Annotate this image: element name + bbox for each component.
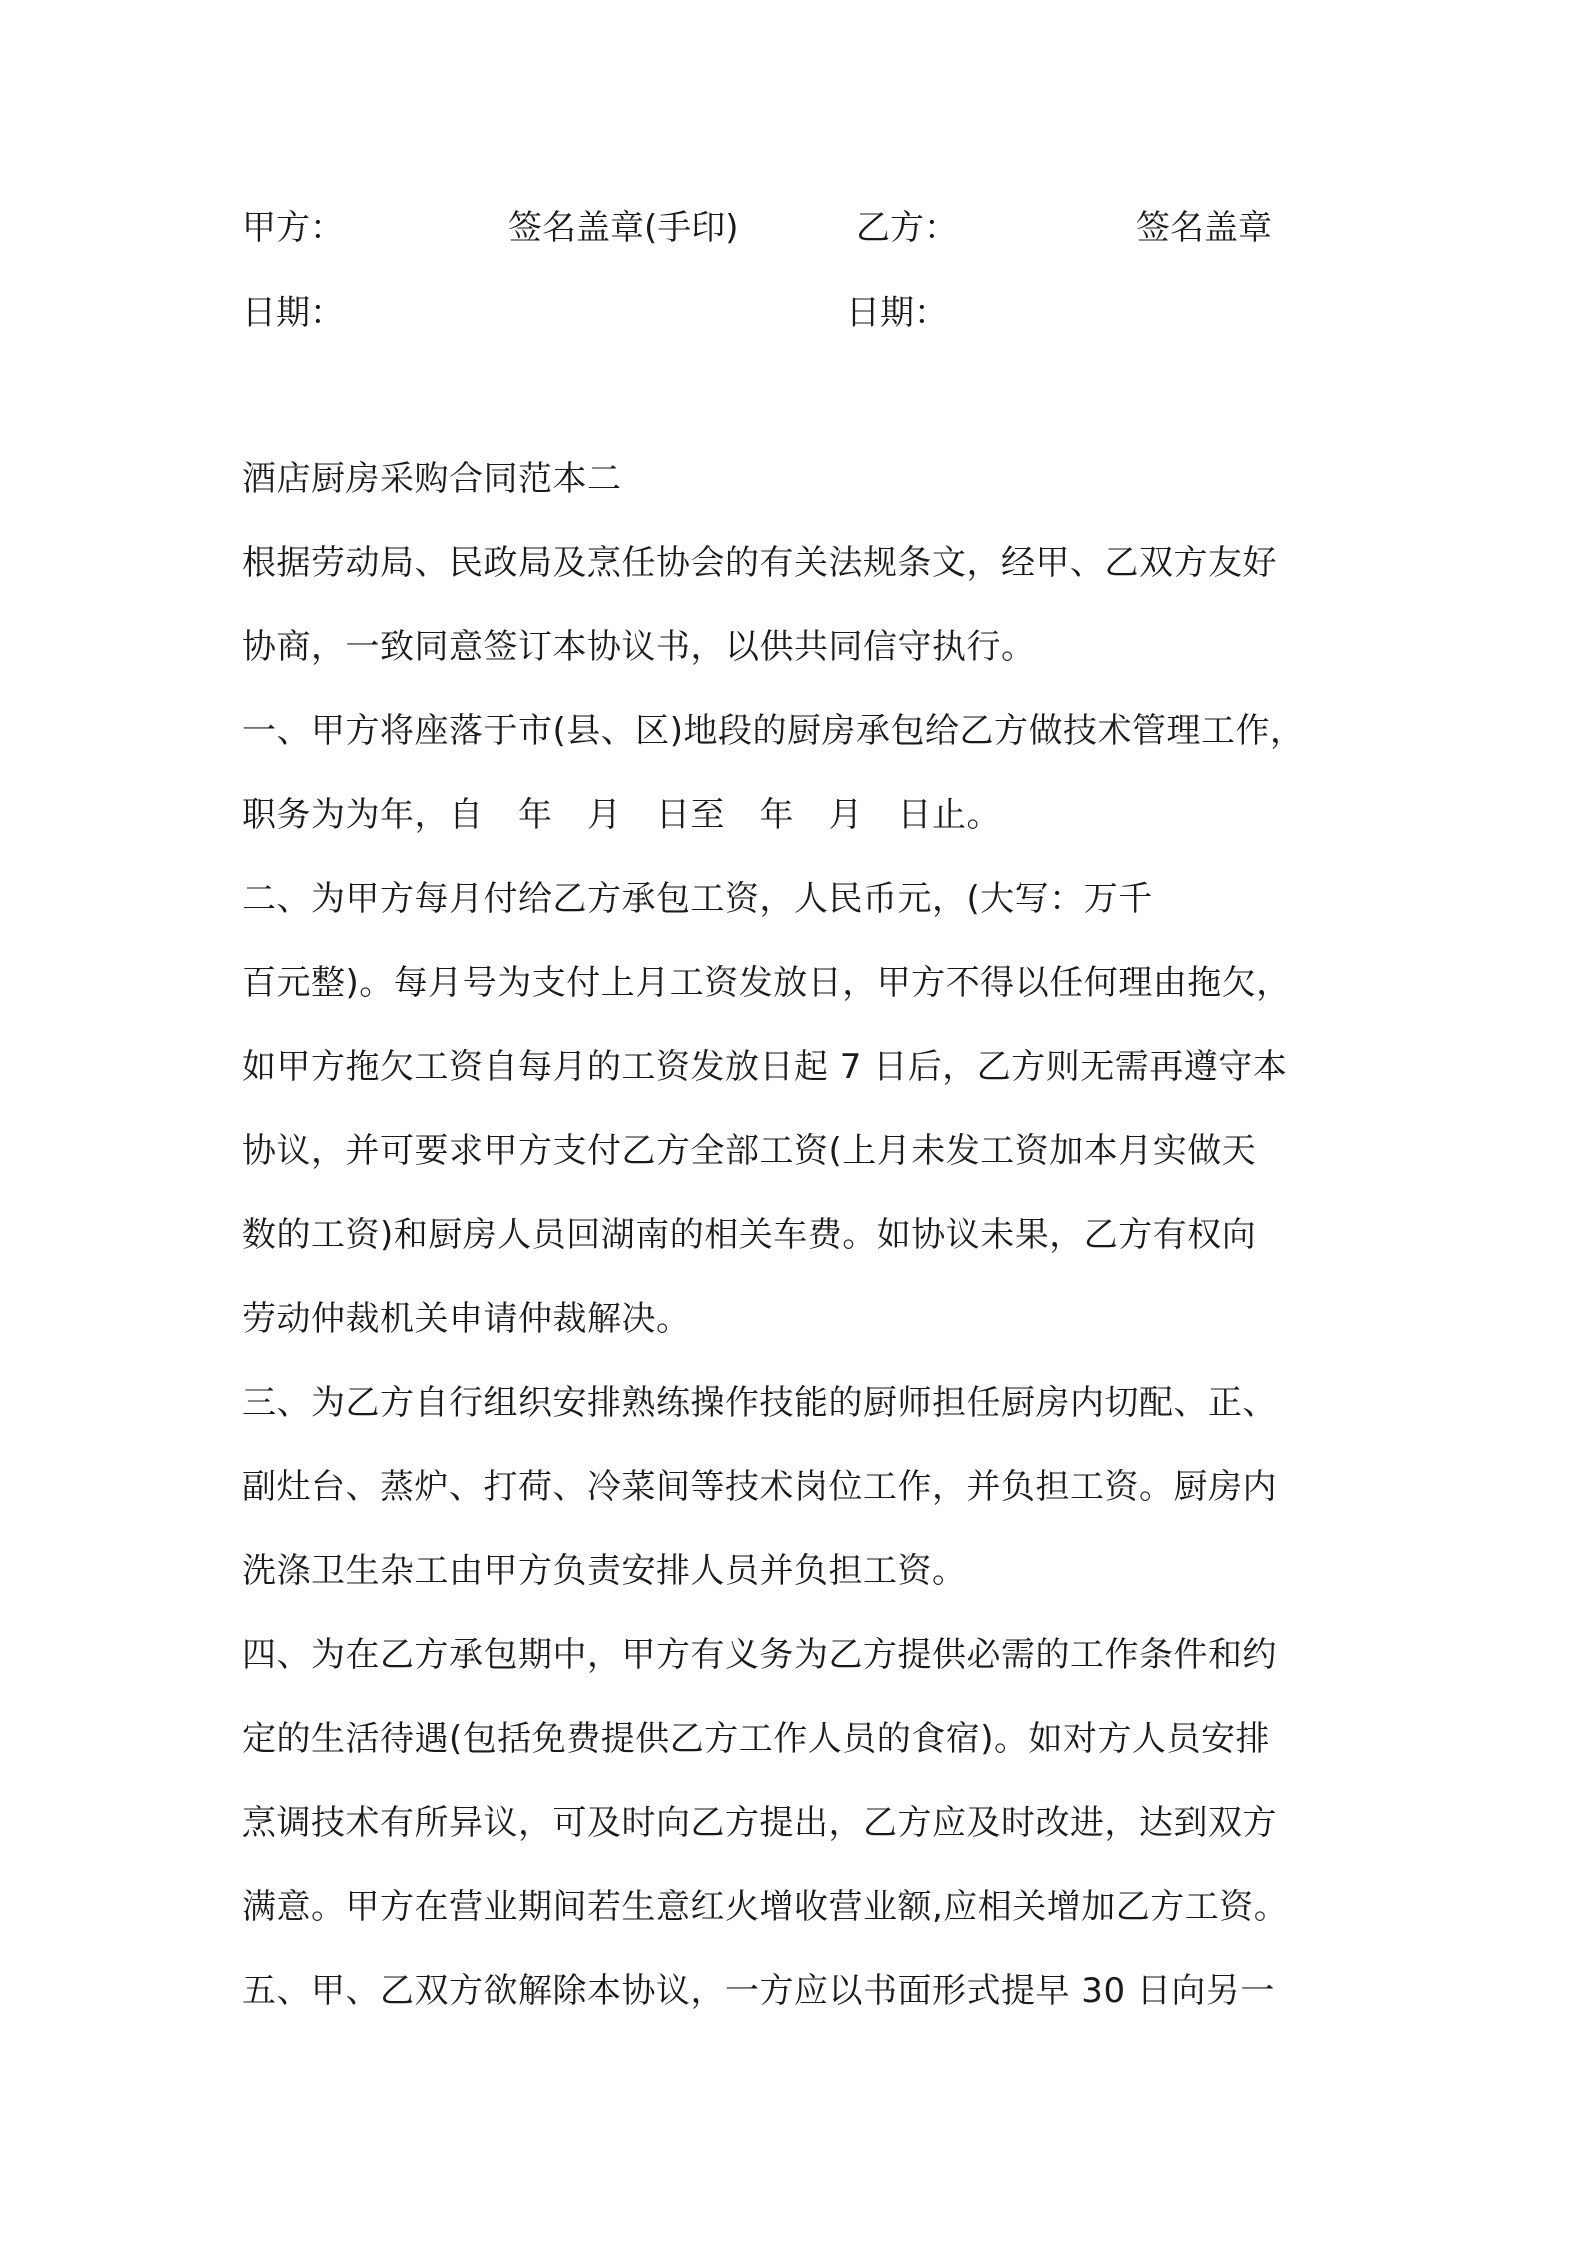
- contract-line: 如甲方拖欠工资自每月的工资发放日起 7 日后，乙方则无需再遵守本: [242, 1047, 1288, 1087]
- contract-line: 百元整)。每月号为支付上月工资发放日，甲方不得以任何理由拖欠，: [242, 963, 1291, 1003]
- date-a-label: 日期：: [242, 293, 344, 333]
- contract-line: 协议，并可要求甲方支付乙方全部工资(上月未发工资加本月实做天: [242, 1131, 1257, 1171]
- contract-line: 满意。甲方在营业期间若生意红火增收营业额,应相关增加乙方工资。: [242, 1887, 1289, 1927]
- contract-line: 数的工资)和厨房人员回湖南的相关车费。如协议未果，乙方有权向: [242, 1215, 1257, 1255]
- contract-line: 烹调技术有所异议，可及时向乙方提出，乙方应及时改进，达到双方: [242, 1803, 1277, 1843]
- contract-title: 酒店厨房采购合同范本二: [242, 459, 622, 499]
- contract-line: 协商，一致同意签订本协议书，以供共同信守执行。: [242, 627, 1036, 667]
- contract-line: 二、为甲方每月付给乙方承包工资，人民币元，(大写：万千: [242, 879, 1153, 919]
- party-a-sign-label: 签名盖章(手印): [508, 208, 739, 248]
- contract-line: 定的生活待遇(包括免费提供乙方工作人员的食宿)。如对方人员安排: [242, 1719, 1271, 1759]
- contract-line: 职务为为年，自 年 月 日至 年 月 日止。: [242, 795, 1001, 835]
- contract-line: 劳动仲裁机关申请仲裁解决。: [242, 1299, 691, 1339]
- contract-line: 三、为乙方自行组织安排熟练操作技能的厨师担任厨房内切配、正、: [242, 1383, 1277, 1423]
- contract-line: 根据劳动局、民政局及烹任协会的有关法规条文，经甲、乙双方友好: [242, 543, 1277, 583]
- party-b-sign-label: 签名盖章: [1136, 208, 1272, 248]
- contract-line: 五、甲、乙双方欲解除本协议，一方应以书面形式提早 30 日向另一: [242, 1971, 1275, 2011]
- contract-line: 洗涤卫生杂工由甲方负责安排人员并负担工资。: [242, 1551, 967, 1591]
- party-b-label: 乙方：: [856, 208, 958, 248]
- contract-line: 一、甲方将座落于市(县、区)地段的厨房承包给乙方做技术管理工作，: [242, 711, 1305, 751]
- contract-line: 副灶台、蒸炉、打荷、冷菜间等技术岗位工作，并负担工资。厨房内: [242, 1467, 1277, 1507]
- party-a-label: 甲方：: [242, 208, 344, 248]
- date-b-label: 日期：: [846, 293, 948, 333]
- contract-line: 四、为在乙方承包期中，甲方有义务为乙方提供必需的工作条件和约: [242, 1635, 1277, 1675]
